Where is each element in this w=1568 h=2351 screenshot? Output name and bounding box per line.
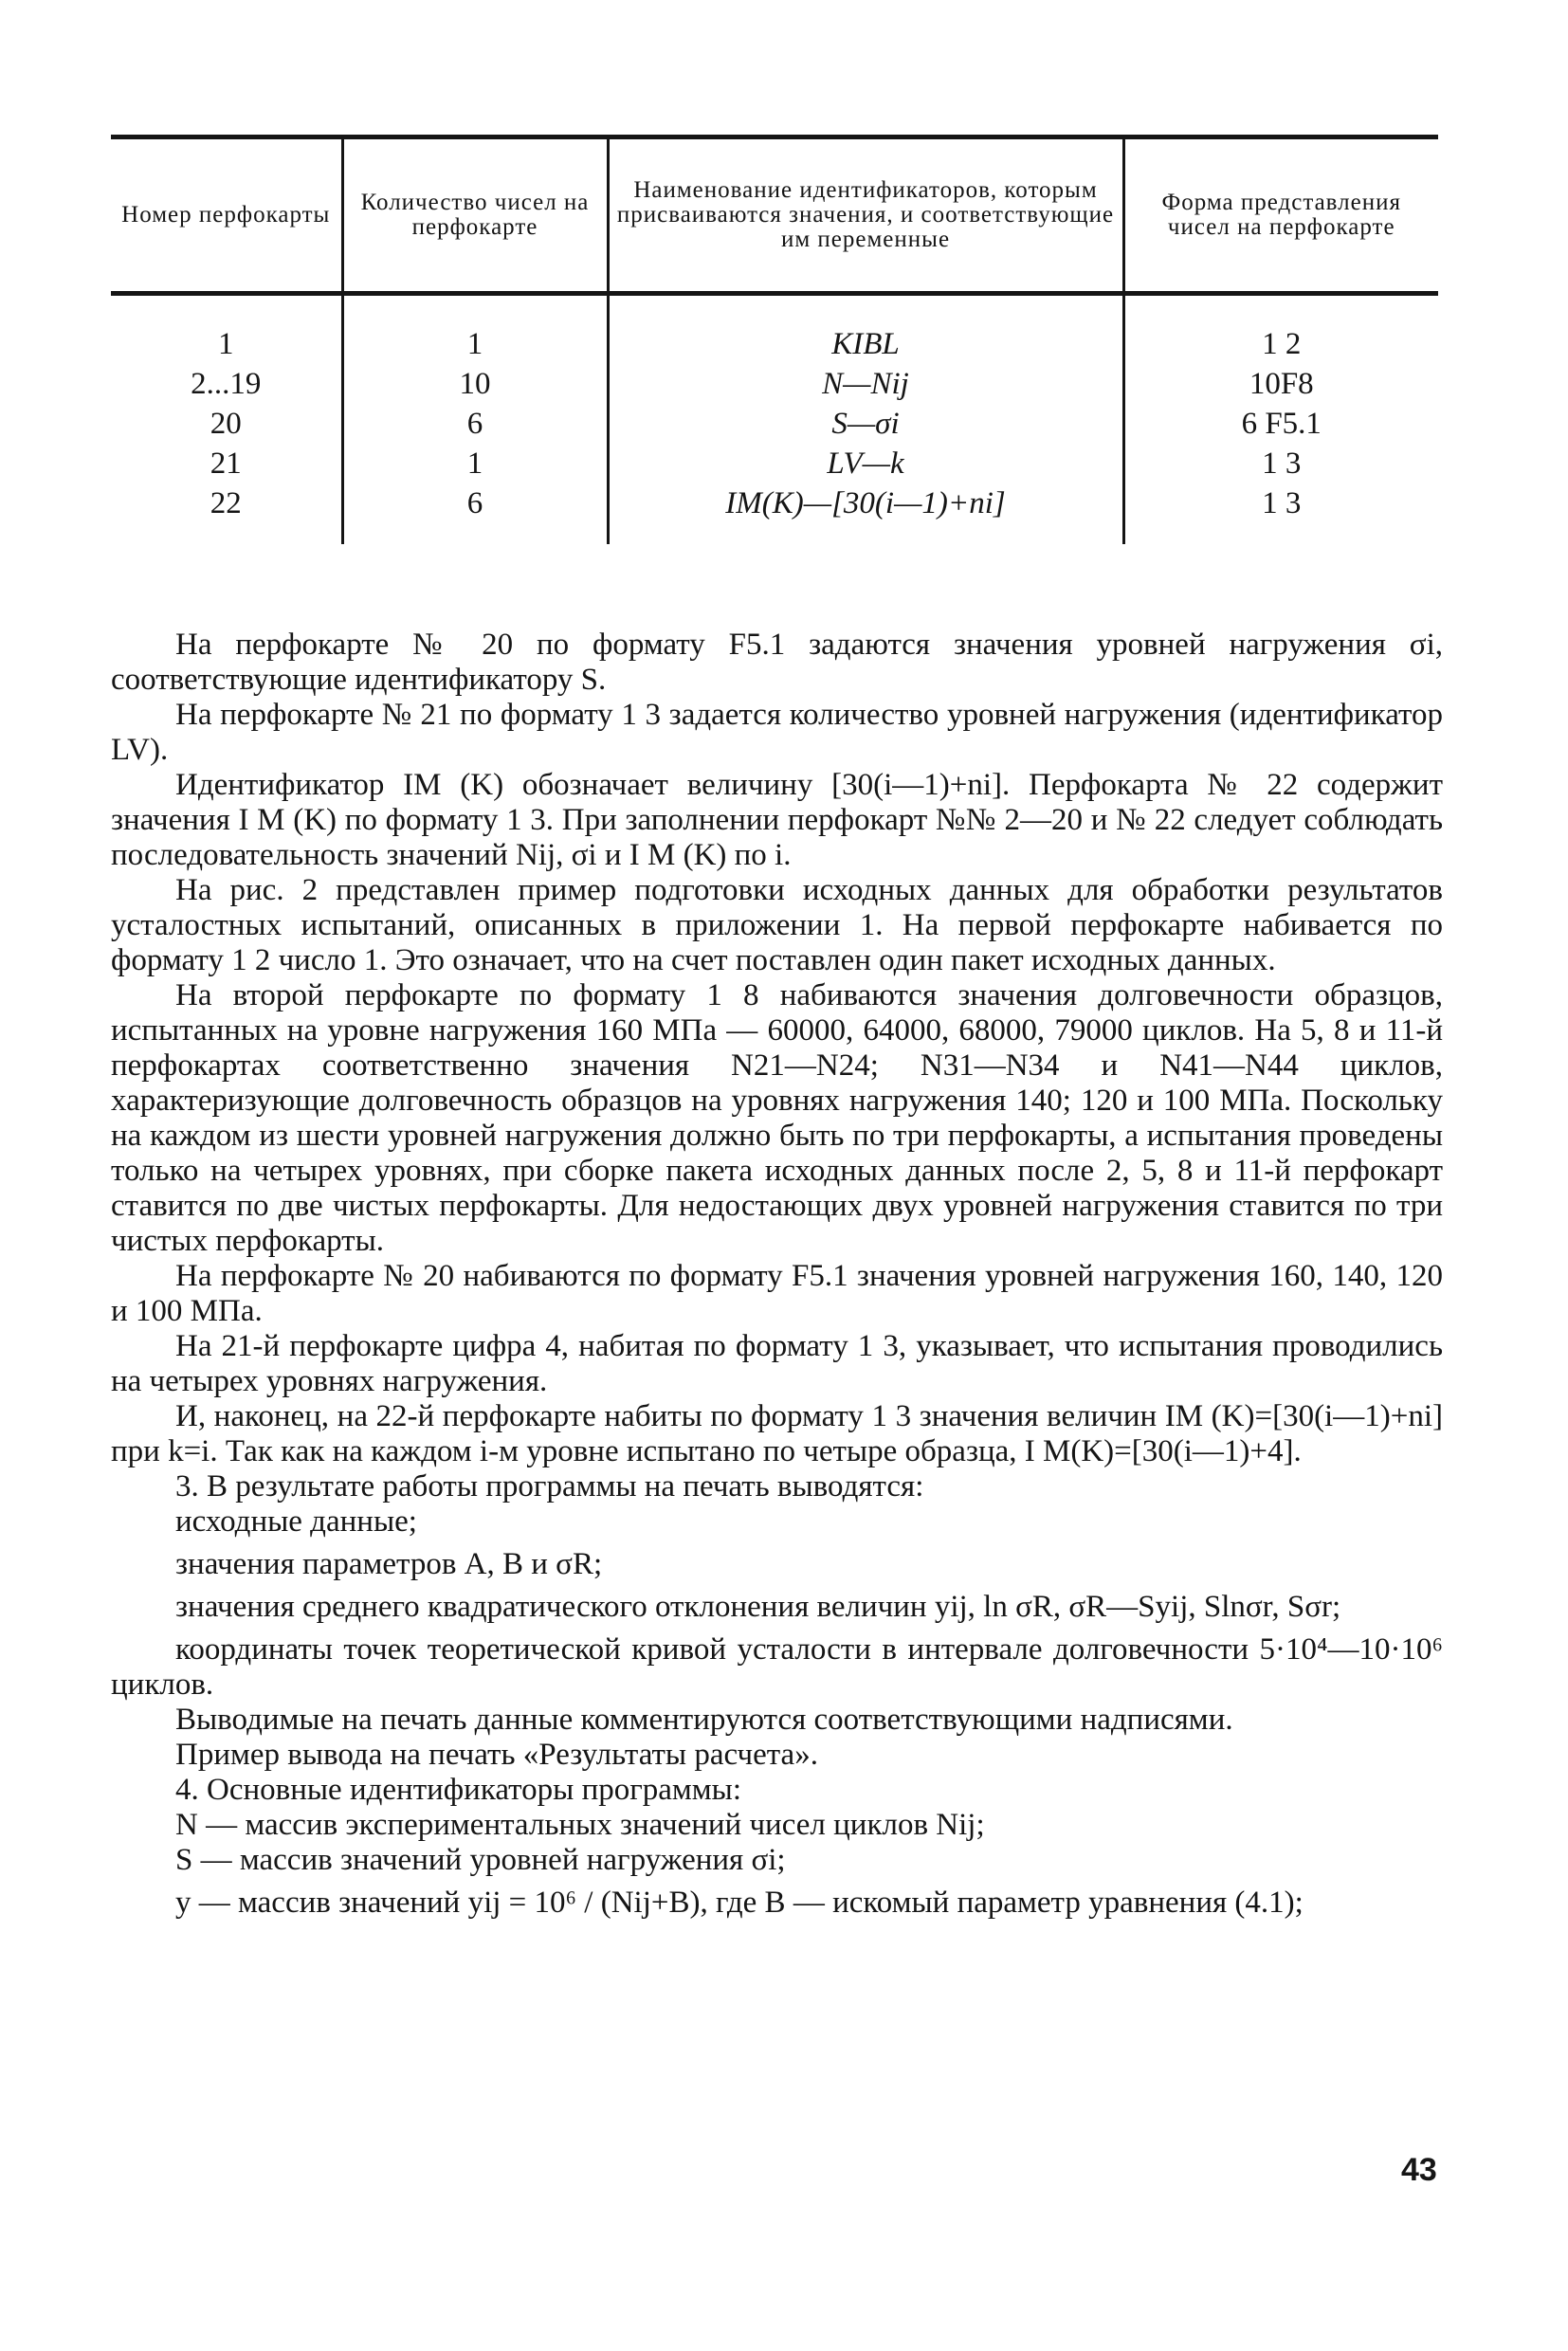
paragraph-card-22: И, наконец, на 22-й перфокарте набиты по формату 1 3 значения величин IM (K)=[30(i—1)+ni] при k=i. Так как на каждом i-м уровне испытано по четыре образца, I M(K)=[30(i—1)+4]. (111, 1399, 1443, 1468)
table-row (111, 364, 1438, 404)
identifiers: KIBL (608, 294, 1123, 365)
number-count: 6 (342, 404, 608, 444)
number-format: 1 3 (1123, 444, 1438, 483)
list-item-parameters: значения параметров A, B и σR; (175, 1547, 603, 1581)
identifiers: IM(K)—[30(i—1)+ni] (608, 483, 1123, 544)
number-count: 1 (342, 294, 608, 365)
paragraph-output-heading: 3. В результате работы программы на печать выводятся: (175, 1469, 924, 1504)
card-number: 2...19 (191, 367, 262, 401)
header-number-format: Форма представления чисел на перфокарте (1123, 137, 1438, 294)
punch-card-table (111, 135, 1438, 544)
page-number: 43 (1401, 2152, 1437, 2188)
paragraph-card-20-values: На перфокарте № 20 набиваются по формату F5.1 значения уровней нагружения 160, 140, 120 и 100 МПа. (111, 1259, 1443, 1328)
header-number-count: Количество чисел на перфокарте (342, 137, 608, 294)
identifiers: LV—k (608, 444, 1123, 483)
number-format: 1 2 (1123, 294, 1438, 365)
list-item-array-n: N — массив экспериментальных значений чисел циклов Nij; (175, 1808, 985, 1842)
table-row (111, 404, 1438, 444)
number-count: 1 (342, 444, 608, 483)
paragraph-card-21-digit: На 21-й перфокарте цифра 4, набитая по формату 1 3, указывает, что испытания проводились на четырех уровнях нагружения. (111, 1329, 1443, 1398)
body-text (111, 628, 1443, 1921)
identifiers: N—Nij (608, 364, 1123, 404)
paragraph-fig-2-example: На рис. 2 представлен пример подготовки исходных данных для обработки результатов усталостных испытаний, описанных в приложении 1. На первой перфокарте набивается по формату 1 2 число 1. Это означает, что на счет поставлен один пакет исходных данных. (111, 873, 1443, 977)
card-number: 1 (218, 327, 234, 361)
card-number: 20 (210, 407, 242, 441)
table-row (111, 294, 1438, 365)
number-format: 10F8 (1123, 364, 1438, 404)
list-item-array-s: S — массив значений уровней нагружения σi; (175, 1843, 786, 1877)
paragraph-identifiers-heading: 4. Основные идентификаторы программы: (175, 1773, 742, 1807)
number-count: 10 (342, 364, 608, 404)
table-row (111, 444, 1438, 483)
header-card-number: Номер перфокарты (121, 202, 331, 228)
list-item-curve-coordinates: координаты точек теоретической кривой усталости в интервале долговечности 5·10⁴—10·10⁶ циклов. (111, 1632, 1443, 1702)
identifiers: S—σi (608, 404, 1123, 444)
header-identifiers: Наименование идентификаторов, которым присваиваются значения, и соответствующие им переменные (608, 137, 1123, 294)
card-number: 21 (210, 447, 242, 481)
number-format: 1 3 (1123, 483, 1438, 544)
paragraph-identifier-im: Идентификатор IM (K) обозначает величину [30(i—1)+ni]. Перфокарта № 22 содержит значения I M (K) по формату 1 3. При заполнении перфокарт №№ 2—20 и № 22 следует соблюдать последовательность значений Nij, σi и I M (K) по i. (111, 768, 1443, 872)
list-item-input-data: исходные данные; (175, 1504, 417, 1539)
paragraph-card-21-levels: На перфокарте № 21 по формату 1 3 задается количество уровней нагружения (идентификатор LV). (111, 698, 1443, 767)
number-count: 6 (342, 483, 608, 544)
paragraph-second-card: На второй перфокарте по формату 1 8 набиваются значения долговечности образцов, испытанных на уровне нагружения 160 МПа — 60000, 64000, 68000, 79000 циклов. На 5, 8 и 11-й перфокартах соответственно значения N21—N24; N31—N34 и N41—N44 циклов, характеризующие долговечность образцов на уровнях нагружения 140; 120 и 100 МПа. Поскольку на каждом из шести уровней нагружения должно быть по три перфокарты, а испытания проведены только на четырех уровнях, при сборке пакета исходных данных после 2, 5, 8 и 11-й перфокарт ставится по две чистых перфокарты. Для недостающих двух уровней нагружения ставится по три чистых перфокарты. (111, 978, 1443, 1258)
paragraph-card-20-stress: На перфокарте № 20 по формату F5.1 задаются значения уровней нагружения σi, соответствующие идентификатору S. (111, 628, 1443, 697)
list-item-deviation: значения среднего квадратического отклонения величин yij, ln σR, σR—Syij, Slnσr, Sσr; (175, 1590, 1341, 1624)
paragraph-output-example: Пример вывода на печать «Результаты расчета». (175, 1738, 818, 1772)
table-header-row (111, 137, 1438, 294)
table-row (111, 483, 1438, 544)
card-number: 22 (210, 486, 242, 520)
list-item-array-y: y — массив значений yij = 10⁶ / (Nij+B), где B — искомый параметр уравнения (4.1); (175, 1886, 1304, 1920)
paragraph-output-comments: Выводимые на печать данные комментируются соответствующими надписями. (175, 1703, 1233, 1737)
number-format: 6 F5.1 (1123, 404, 1438, 444)
